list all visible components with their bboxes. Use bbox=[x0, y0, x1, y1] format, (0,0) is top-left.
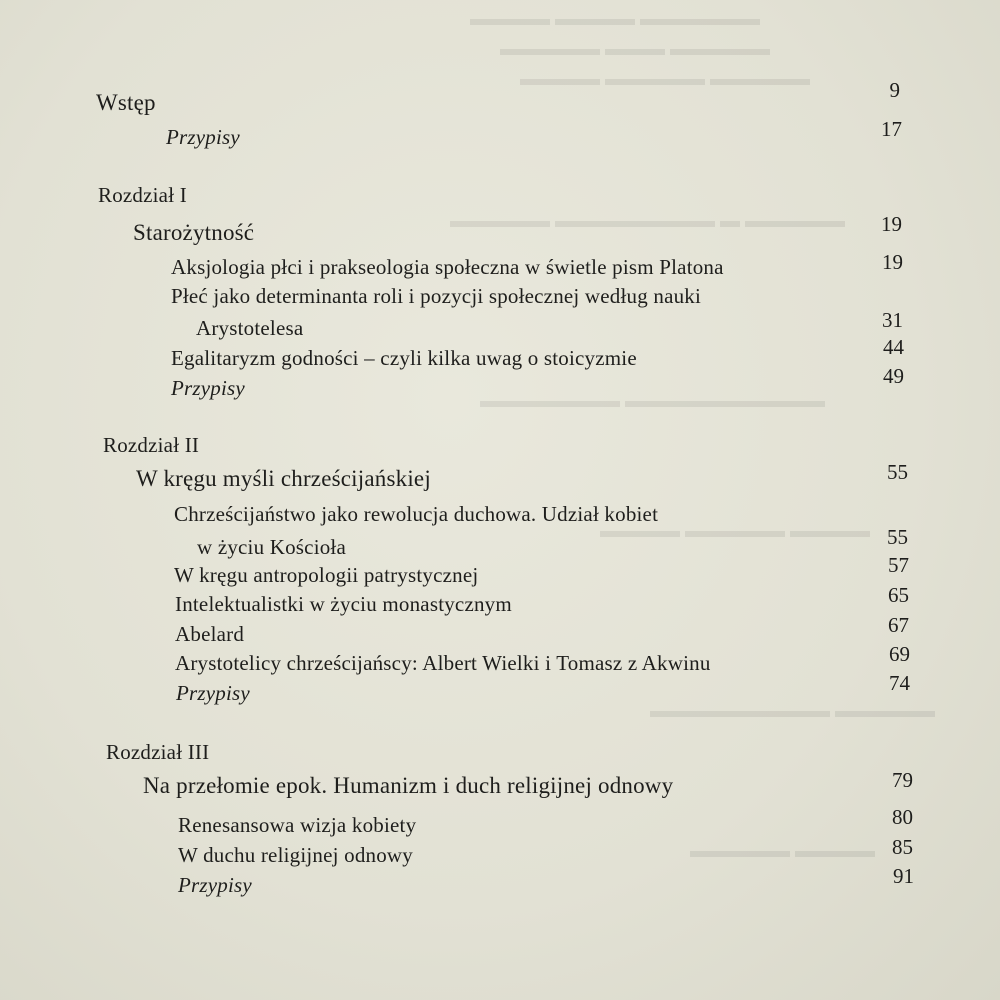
toc-entry-cont: Arystotelesa bbox=[196, 316, 304, 340]
toc-entry-page: 44 bbox=[883, 335, 904, 359]
toc-entry: Intelektualistki w życiu monastycznym bbox=[175, 592, 512, 616]
chapter-title-1: Starożytność bbox=[133, 220, 255, 245]
toc-entry: W kręgu antropologii patrystycznej bbox=[174, 563, 479, 587]
toc-entry: W duchu religijnej odnowy bbox=[178, 843, 413, 867]
chapter-label-2: Rozdział II bbox=[103, 433, 200, 457]
chapter-label-3: Rozdział III bbox=[106, 740, 210, 764]
toc-intro-page: 9 bbox=[889, 78, 900, 102]
chapter-title-2: W kręgu myśli chrześcijańskiej bbox=[136, 466, 431, 491]
toc-entry-page: 57 bbox=[888, 553, 909, 577]
chapter-page-3: 79 bbox=[892, 768, 913, 792]
toc-entry-page: 80 bbox=[892, 805, 913, 829]
toc-entry-page: 67 bbox=[888, 613, 909, 637]
toc-entry: Egalitaryzm godności – czyli kilka uwag o stoicyzmie bbox=[171, 346, 637, 370]
toc-entry-notes: Przypisy bbox=[176, 681, 250, 705]
toc-entry: Renesansowa wizja kobiety bbox=[178, 813, 417, 837]
toc-entry: Chrześcijaństwo jako rewolucja duchowa. Udział kobiet bbox=[174, 502, 659, 526]
chapter-title-3: Na przełomie epok. Humanizm i duch religijnej odnowy bbox=[143, 773, 674, 798]
toc-entry-page: 85 bbox=[892, 835, 913, 859]
toc-entry-page: 31 bbox=[882, 308, 903, 332]
toc-entry-page: 74 bbox=[889, 671, 910, 695]
toc-intro-notes-title: Przypisy bbox=[166, 125, 240, 149]
toc-entry-page: 19 bbox=[882, 250, 903, 274]
show-through-background: ▬▬▬▬ ▬▬▬▬ ▬▬▬▬▬▬ ▬▬▬▬▬ ▬▬▬ ▬▬▬▬▬ ▬▬▬▬ ▬▬▬▬▬ ▬▬▬▬▬ ▬▬▬▬▬ ▬▬▬▬▬▬▬▬ ▬ ▬▬▬▬▬ ▬▬▬▬▬▬▬ ▬▬▬▬▬▬▬▬▬▬ ▬▬▬▬ ▬▬▬▬▬ ▬▬▬▬ ▬▬▬▬▬▬▬▬▬ ▬▬▬▬▬ ▬▬▬▬▬ ▬▬▬▬ bbox=[450, 8, 935, 862]
toc-entry-page: 69 bbox=[889, 642, 910, 666]
toc-entry: Płeć jako determinanta roli i pozycji społecznej według nauki bbox=[171, 284, 702, 308]
toc-entry-page: 91 bbox=[893, 864, 914, 888]
chapter-page-1: 19 bbox=[881, 212, 902, 236]
chapter-label-1: Rozdział I bbox=[98, 183, 187, 207]
toc-entry-notes: Przypisy bbox=[178, 873, 252, 897]
toc-entry-page: 55 bbox=[887, 525, 908, 549]
toc-entry-cont: w życiu Kościoła bbox=[197, 535, 346, 559]
toc-entry-page: 65 bbox=[888, 583, 909, 607]
toc-intro-notes-page: 17 bbox=[881, 117, 902, 141]
toc-entry: Aksjologia płci i prakseologia społeczna w świetle pism Platona bbox=[171, 255, 724, 279]
toc-intro-title: Wstęp bbox=[96, 90, 156, 115]
toc-entry-notes: Przypisy bbox=[171, 376, 245, 400]
toc-entry: Abelard bbox=[175, 622, 245, 646]
chapter-page-2: 55 bbox=[887, 460, 908, 484]
toc-entry-page: 49 bbox=[883, 364, 904, 388]
toc-entry: Arystotelicy chrześcijańscy: Albert Wielki i Tomasz z Akwinu bbox=[175, 651, 711, 675]
